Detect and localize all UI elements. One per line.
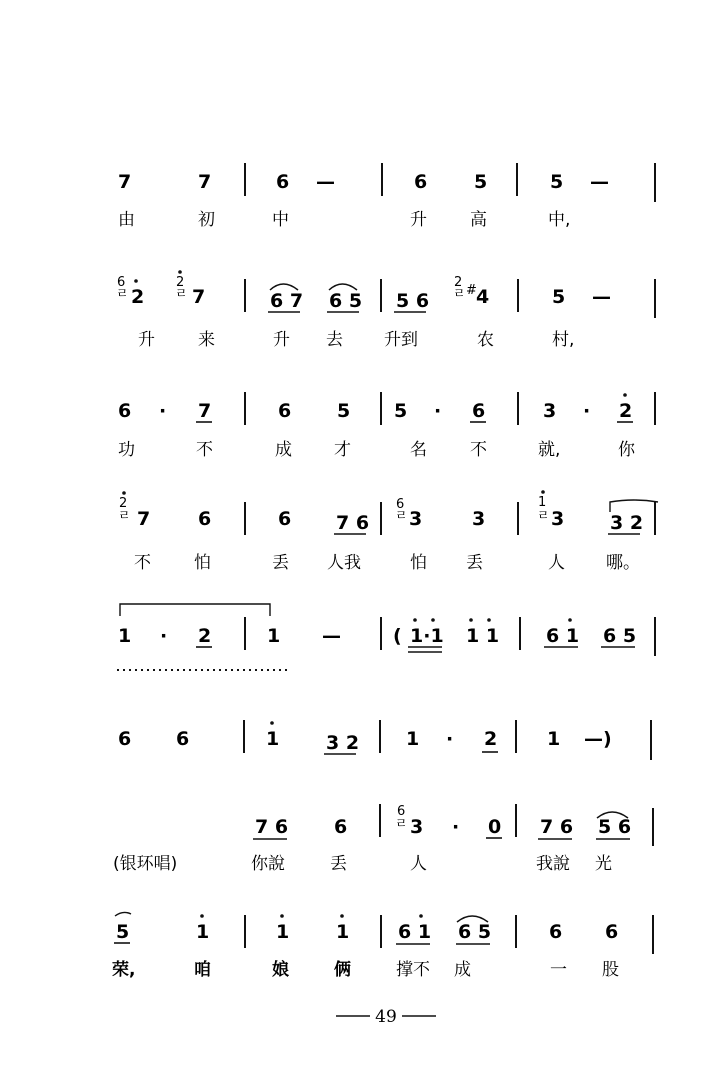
note: 6 — [549, 921, 563, 943]
note: 0 — [488, 816, 502, 838]
lyric: 升到 — [384, 330, 418, 350]
grace-mark: ㄹ — [395, 817, 408, 832]
octave-dot — [280, 914, 284, 918]
lyric: 人 — [410, 854, 427, 874]
note: 1 — [266, 728, 280, 750]
lyric: 不 — [196, 440, 213, 460]
note: 1 — [276, 921, 290, 943]
lyric: 哪。 — [606, 553, 640, 573]
lyric: 娘 — [272, 960, 289, 980]
dash: — — [590, 171, 609, 193]
octave-dot — [134, 279, 138, 283]
note-pair: 3 2 — [326, 732, 360, 754]
tie-end — [115, 912, 131, 916]
dash: — — [322, 625, 341, 647]
note: 1 — [196, 921, 210, 943]
note: 5 — [337, 400, 351, 422]
note: 6 — [198, 508, 212, 530]
grace-note: 2 — [176, 275, 185, 290]
note-pair: 6 5 — [329, 290, 363, 312]
lyric: 村, — [552, 330, 575, 350]
note: 3 — [409, 508, 423, 530]
octave-dot — [487, 618, 491, 622]
octave-dot — [340, 914, 344, 918]
note: 2 — [484, 728, 498, 750]
system-5 — [117, 604, 655, 670]
lyric: 人我 — [327, 553, 361, 573]
grace-note: 6 — [117, 275, 126, 290]
note-pair: 3 2 — [610, 512, 644, 534]
grace-note: 6 — [396, 497, 405, 512]
note-pair: 7 6 — [255, 816, 289, 838]
lyric: 俩 — [334, 960, 351, 980]
note-pair: 6 5 — [458, 921, 492, 943]
note: 2 — [619, 400, 633, 422]
system-8 — [112, 912, 653, 980]
note: 5 — [552, 286, 566, 308]
note: 6 — [472, 400, 486, 422]
note: 6 — [414, 171, 428, 193]
note-pair: 7 6 — [336, 512, 370, 534]
dot: · — [452, 816, 460, 838]
octave-dot — [623, 393, 627, 397]
note: 4 — [476, 286, 490, 308]
lyric: 升 — [410, 210, 427, 230]
octave-dot — [122, 491, 126, 495]
note-pair: 7 6 — [540, 816, 574, 838]
lyric: 成 — [454, 960, 471, 980]
lyric: 一 — [550, 960, 567, 980]
grace-mark: ㄹ — [537, 509, 550, 524]
grace-mark: ㄹ — [116, 287, 129, 302]
sharp-sign: # — [466, 283, 477, 298]
lyric: 升 — [138, 330, 155, 350]
lyric: 人 — [548, 553, 565, 573]
note: 1 — [336, 921, 350, 943]
lyric: 名 — [410, 440, 427, 460]
note: 1 — [118, 625, 132, 647]
lyric: 升 — [273, 330, 290, 350]
note: 3 — [472, 508, 486, 530]
note: 7 — [192, 286, 206, 308]
note: 6 — [118, 728, 132, 750]
system-3 — [118, 392, 655, 460]
lyric: 股 — [602, 960, 619, 980]
lyric: 我說 — [536, 854, 570, 874]
octave-dot — [178, 270, 182, 274]
note: 1 — [547, 728, 561, 750]
dot: · — [434, 400, 442, 422]
note-pair: 5 6 — [396, 290, 430, 312]
note: 3 — [543, 400, 557, 422]
note: 5 — [394, 400, 408, 422]
lyric: 荣, — [112, 960, 136, 980]
system-1 — [118, 163, 655, 230]
note: 5 — [116, 921, 130, 943]
note: 5 — [550, 171, 564, 193]
lyric: 去 — [326, 330, 343, 350]
octave-dot — [200, 914, 204, 918]
dash: — — [316, 171, 335, 193]
lyric: 光 — [595, 854, 612, 874]
note: 6 — [278, 400, 292, 422]
note-pair: 6 1 — [398, 921, 432, 943]
note-pair: 6 1 — [546, 625, 580, 647]
note-pair: 6 7 — [270, 290, 304, 312]
note: 1 — [267, 625, 281, 647]
system-6 — [118, 720, 651, 760]
grace-mark: ㄹ — [118, 509, 131, 524]
lyric: 你 — [618, 440, 635, 460]
grace-note: 1 — [538, 495, 547, 510]
page-number: 49 — [375, 1007, 397, 1027]
note-pair: 1·1 — [410, 625, 444, 647]
grace-mark: ㄹ — [453, 287, 466, 302]
dash-close-paren: —) — [584, 728, 612, 750]
system-4 — [118, 490, 658, 573]
tie-end — [120, 604, 270, 616]
note: 5 — [474, 171, 488, 193]
note: 7 — [118, 171, 132, 193]
note: 6 — [118, 400, 132, 422]
note: 7 — [137, 508, 151, 530]
octave-dot — [419, 914, 423, 918]
note: 6 — [276, 171, 290, 193]
octave-dot — [270, 721, 274, 725]
lyric: 中 — [272, 210, 289, 230]
lyric: 不 — [134, 553, 151, 573]
grace-note: 2 — [119, 496, 128, 511]
dot: · — [160, 625, 168, 647]
dot: · — [159, 400, 167, 422]
lyric: 成 — [275, 440, 292, 460]
note: 7 — [198, 171, 212, 193]
note-pair: 6 5 — [603, 625, 637, 647]
octave-dot — [541, 490, 545, 494]
note: 2 — [198, 625, 212, 647]
page-footer — [336, 1007, 436, 1027]
octave-dot — [431, 618, 435, 622]
grace-note: 6 — [397, 804, 406, 819]
octave-dot — [469, 618, 473, 622]
lyric: 初 — [198, 210, 215, 230]
note: 1 — [406, 728, 420, 750]
dot: · — [583, 400, 591, 422]
lyric: 高 — [470, 210, 487, 230]
system-7 — [113, 804, 653, 874]
lyric: 丢 — [330, 854, 347, 874]
note-pair: 5 6 — [598, 816, 632, 838]
grace-mark: ㄹ — [175, 287, 188, 302]
note: 6 — [278, 508, 292, 530]
lyric: 由 — [118, 210, 135, 230]
system-2 — [116, 270, 655, 350]
lyric: 丢 — [466, 553, 483, 573]
lyric: 农 — [477, 330, 494, 350]
dot: · — [446, 728, 454, 750]
lyric: 功 — [118, 440, 135, 460]
lyric: 丢 — [272, 553, 289, 573]
open-paren: ( — [393, 625, 402, 647]
note: 6 — [334, 816, 348, 838]
note: 6 — [176, 728, 190, 750]
lyric: 怕 — [410, 553, 427, 573]
octave-dot — [568, 618, 572, 622]
note: 6 — [605, 921, 619, 943]
lyric: 撑不 — [396, 960, 430, 980]
note: 3 — [551, 508, 565, 530]
note-pair: 1 1 — [466, 625, 500, 647]
grace-note: 2 — [454, 275, 463, 290]
lyric: 就, — [538, 440, 561, 460]
note: 7 — [198, 400, 212, 422]
lyric: 怕 — [194, 553, 211, 573]
lyric: 中, — [548, 210, 571, 230]
tie-start — [610, 500, 658, 512]
lyric: 不 — [470, 440, 487, 460]
dash: — — [592, 286, 611, 308]
lyric: 咱 — [194, 960, 211, 980]
lyric: 你說 — [251, 854, 285, 874]
note: 2 — [131, 286, 145, 308]
singer-label: (银环唱) — [113, 854, 178, 874]
note: 3 — [410, 816, 424, 838]
grace-mark: ㄹ — [395, 509, 408, 524]
lyric: 才 — [334, 440, 351, 460]
lyric: 来 — [198, 330, 215, 350]
octave-dot — [413, 618, 417, 622]
